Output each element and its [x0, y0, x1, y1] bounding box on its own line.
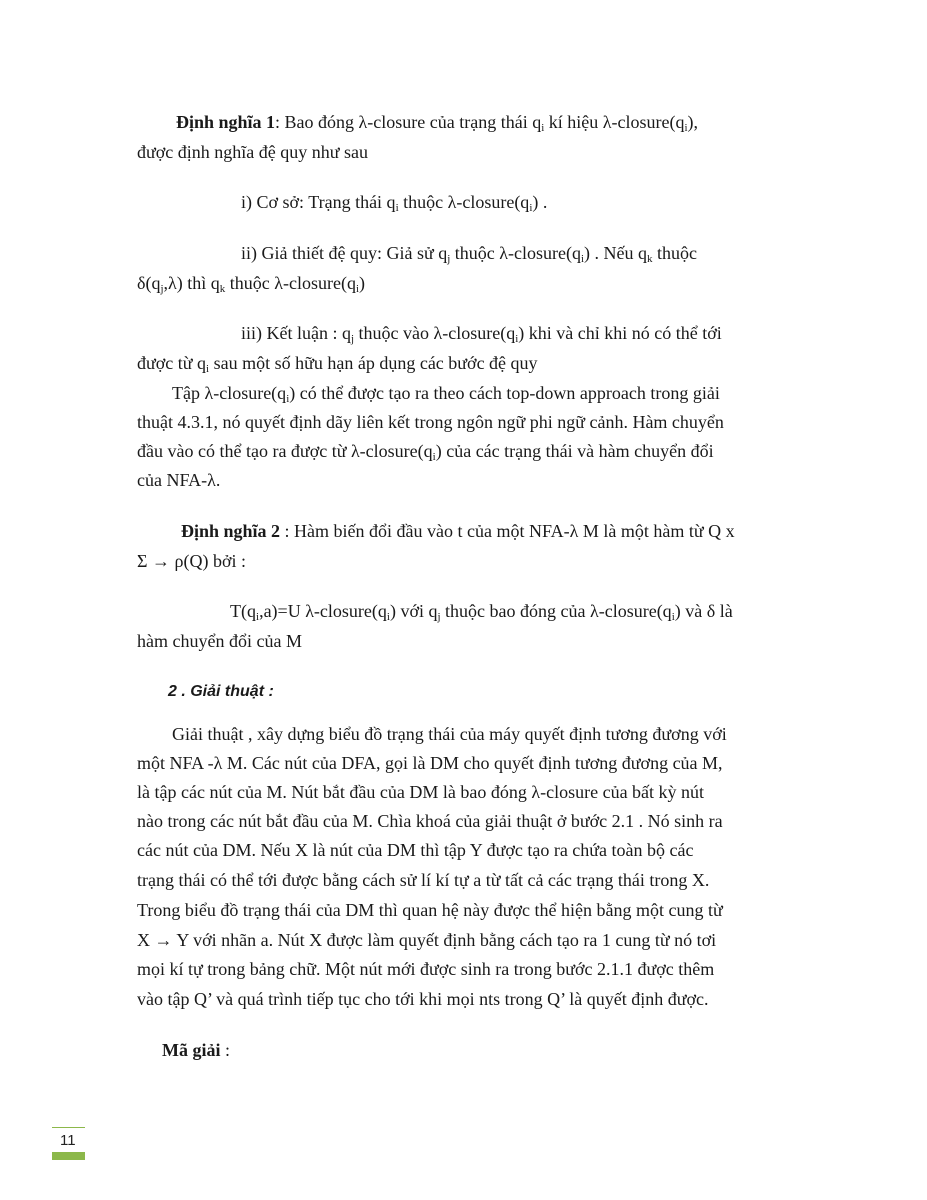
paragraph-2-line: là tập các nút của M. Nút bắt đầu của DM là bao đóng λ-closure của bất kỳ nút — [137, 782, 705, 802]
rule-item-ii-line-1: ii) Giả thiết đệ quy: Giả sử $q_j$ thuộc $\lambda-closure(q_i)$ . Nếu $q_k$ thuộc — [241, 243, 698, 265]
paragraph-1-line-2: thuật 4.3.1, nó quyết định dãy liên kết trong ngôn ngữ phi ngữ cảnh. Hàm chuyển — [137, 412, 724, 432]
definition-1-line-1: Định nghĩa 1: Bao đóng λ-closure của trạng thái $q_i$ kí hiệu $\lambda-closure(q_i)$, — [176, 112, 699, 134]
paragraph-1-line-3: đầu vào có thể tạo ra được từ $\lambda-closure(q_i)$ của các trạng thái và hàm chuyển đổi — [137, 441, 714, 463]
definition-2-line-1: Định nghĩa 2 : Hàm biến đổi đầu vào t của một NFA-λ M là một hàm từ Q x — [181, 521, 735, 541]
section-2-heading: 2 . Giải thuật : — [168, 683, 274, 700]
page-number-bar — [52, 1152, 85, 1160]
paragraph-2-line: X → Y với nhãn a. Nút X được làm quyết định bằng cách tạo ra 1 cung từ nó tơi — [137, 930, 717, 950]
paragraph-2-line: mọi kí tự trong bảng chữ. Một nút mới được sinh ra trong bước 2.1.1 được thêm — [137, 959, 715, 979]
definition-1-label: Định nghĩa 1 — [176, 112, 276, 132]
definition-2-line-2: Σ → ρ(Q) bởi : — [137, 551, 246, 571]
paragraph-1-line-4: của NFA-λ. — [137, 470, 221, 490]
rule-item-iii-line-1: iii) Kết luận : $q_j$ thuộc vào $\lambda-closure(q_i)$ khi và chỉ khi nó có thể tới — [241, 323, 722, 345]
page-number-rule — [52, 1127, 85, 1128]
paragraph-2-line: vào tập Q’ và quá trình tiếp tục cho tới khi mọi nts trong Q’ là quyết định được. — [137, 989, 709, 1009]
paragraph-2-line: trạng thái có thể tới được bằng cách sử lí kí tự a từ tất cả các trạng thái trong X. — [137, 870, 710, 890]
paragraph-2-line: nào trong các nút bắt đầu của M. Chìa khoá của giải thuật ở bước 2.1 . Nó sinh ra — [137, 811, 723, 831]
paragraph-2-line: các nút của DM. Nếu X là nút của DM thì tập Y được tạo ra chứa toàn bộ các — [137, 840, 694, 860]
code-label: Mã giải : — [162, 1040, 231, 1060]
paragraph-1-line-1: Tập $\lambda-closure(q_i)$ có thể được tạo ra theo cách top-down approach trong giải — [172, 383, 720, 405]
formula-line-2: hàm chuyển đổi của M — [137, 631, 302, 651]
paragraph-2-line: Giải thuật , xây dựng biểu đồ trạng thái của máy quyết định tương đương với — [172, 724, 727, 744]
paragraph-2-line: Trong biểu đồ trạng thái của DM thì quan hệ này được thể hiện bằng một cung từ — [137, 900, 723, 920]
formula-line-1: $T(q_i,a)=U$ $\lambda-closure(q_i)$ với $q_j$ thuộc bao đóng của $\lambda-closure(q_i)$ và δ là — [230, 601, 733, 623]
rule-item-ii-line-2: $\delta(q_j,\lambda)$ thì $q_k$ thuộc $\lambda-closure(q_i)$ — [137, 273, 366, 295]
definition-1-line-2: được định nghĩa đệ quy như sau — [137, 142, 368, 162]
page-number: 11 — [60, 1132, 76, 1149]
rule-item-i: i) Cơ sở: Trạng thái $q_i$ thuộc $\lambda-closure(q_i)$ . — [241, 192, 548, 214]
definition-2-label: Định nghĩa 2 — [181, 521, 281, 541]
paragraph-2-line: một NFA -λ M. Các nút của DFA, gọi là DM cho quyết định tương đương của M, — [137, 753, 723, 773]
rule-item-iii-line-2: được từ $q_i$ sau một số hữu hạn áp dụng các bước đệ quy — [137, 353, 538, 375]
